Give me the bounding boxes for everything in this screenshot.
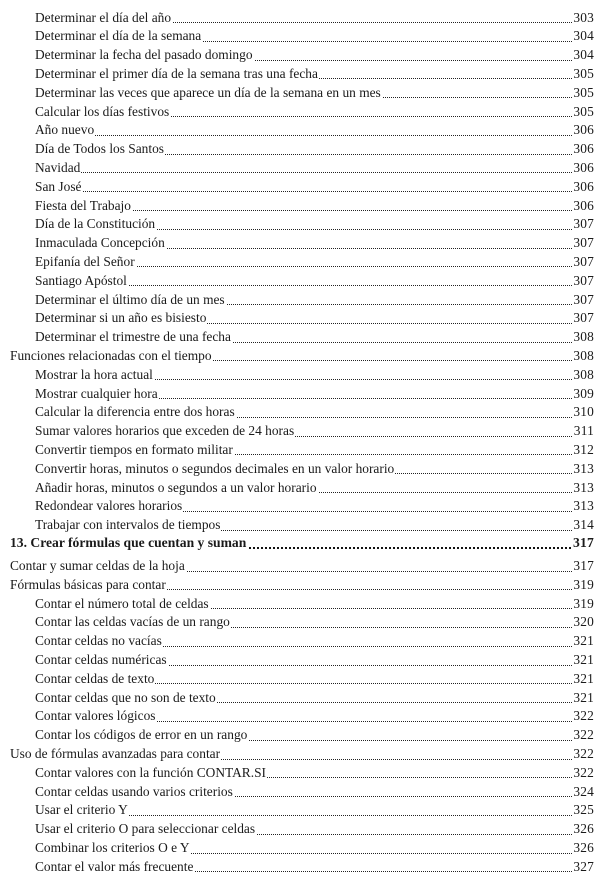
toc-subsection <box>0 385 600 404</box>
toc-page-number: 304 <box>572 27 594 46</box>
toc-subsection <box>0 403 600 422</box>
toc-page-number: 322 <box>572 726 594 745</box>
toc-entry-title: Santiago Apóstol <box>35 272 128 291</box>
toc-entry-title: Determinar las veces que aparece un día de la semana en un mes <box>35 84 382 103</box>
toc-entry-title: Determinar el primer día de la semana tras una fecha <box>35 65 319 84</box>
toc-page-number: 321 <box>572 689 594 708</box>
toc-entry-title: Contar celdas no vacías <box>35 632 163 651</box>
toc-entry-title: Contar celdas numéricas <box>35 651 168 670</box>
toc-entry-title: Convertir tiempos en formato militar <box>35 441 234 460</box>
toc-subsection <box>0 27 600 46</box>
toc-entry-title: Sumar valores horarios que exceden de 24 horas <box>35 422 295 441</box>
toc-entry-title: Determinar el día del año <box>35 9 172 28</box>
toc-entry-title: Contar celdas que no son de texto <box>35 689 217 708</box>
toc-page-number: 306 <box>572 197 594 216</box>
toc-page-number: 307 <box>572 253 594 272</box>
toc-subsection <box>0 707 600 726</box>
toc-page-number: 308 <box>572 347 594 366</box>
toc-subsection <box>0 291 600 310</box>
toc-subsection <box>0 178 600 197</box>
toc-subsection <box>0 479 600 498</box>
toc-page-number: 322 <box>572 707 594 726</box>
toc-page-number: 317 <box>572 557 594 576</box>
toc-entry-title: Contar valores lógicos <box>35 707 157 726</box>
toc-subsection <box>0 783 600 802</box>
toc-entry-title: Navidad <box>35 159 81 178</box>
toc-subsection <box>0 309 600 328</box>
toc-subsection <box>0 103 600 122</box>
toc-entry-title: Determinar el trimestre de una fecha <box>35 328 232 347</box>
toc-subsection <box>0 595 600 614</box>
toc-entry-title: Contar los códigos de error en un rango <box>35 726 248 745</box>
toc-section <box>0 576 600 595</box>
toc-chapter <box>0 534 600 553</box>
toc-subsection <box>0 820 600 839</box>
toc-page-number: 313 <box>572 497 594 516</box>
toc-entry-title: Añadir horas, minutos o segundos a un valor horario <box>35 479 318 498</box>
toc-entry-title: Contar celdas de texto <box>35 670 155 689</box>
toc-entry-title: Usar el criterio Y <box>35 801 129 820</box>
toc-page-number: 324 <box>572 783 594 802</box>
toc-subsection <box>0 460 600 479</box>
toc-subsection <box>0 670 600 689</box>
toc-page-number: 319 <box>572 595 594 614</box>
toc-subsection <box>0 253 600 272</box>
toc-page-number: 307 <box>572 309 594 328</box>
toc-section <box>0 557 600 576</box>
toc-subsection <box>0 689 600 708</box>
toc-subsection <box>0 726 600 745</box>
toc-page-number: 327 <box>572 858 594 876</box>
toc-page-number: 308 <box>572 366 594 385</box>
toc-subsection <box>0 651 600 670</box>
toc-entry-title: Día de la Constitución <box>35 215 156 234</box>
toc-subsection <box>0 121 600 140</box>
toc-page-number: 309 <box>572 385 594 404</box>
toc-entry-title: Epifanía del Señor <box>35 253 136 272</box>
toc-subsection <box>0 215 600 234</box>
toc-section <box>0 745 600 764</box>
toc-entry-title: Mostrar la hora actual <box>35 366 154 385</box>
toc-page-number: 313 <box>572 460 594 479</box>
toc-page-number: 304 <box>572 46 594 65</box>
toc-subsection <box>0 801 600 820</box>
toc-entry-title: Día de Todos los Santos <box>35 140 165 159</box>
toc-entry-title: Contar y sumar celdas de la hoja <box>10 557 186 576</box>
toc-entry-title: Calcular los días festivos <box>35 103 170 122</box>
toc-subsection <box>0 272 600 291</box>
toc-page-number: 312 <box>572 441 594 460</box>
toc-subsection <box>0 632 600 651</box>
toc-subsection <box>0 46 600 65</box>
toc-entry-title: Contar el valor más frecuente <box>35 858 194 876</box>
toc-entry-title: Determinar el día de la semana <box>35 27 202 46</box>
dot-leader <box>35 172 590 173</box>
toc-page-number: 310 <box>572 403 594 422</box>
toc-page-number: 326 <box>572 839 594 858</box>
toc-page-number: 321 <box>572 632 594 651</box>
toc-entry-title: Usar el criterio O para seleccionar celdas <box>35 820 256 839</box>
toc-subsection <box>0 234 600 253</box>
toc-entry-title: Funciones relacionadas con el tiempo <box>10 347 213 366</box>
toc-entry-title: 13. Crear fórmulas que cuentan y suman <box>10 534 247 553</box>
toc-entry-title: Mostrar cualquier hora <box>35 385 159 404</box>
toc-subsection <box>0 140 600 159</box>
toc-entry-title: Combinar los criterios O e Y <box>35 839 191 858</box>
toc-page-number: 307 <box>572 234 594 253</box>
toc-page-number: 321 <box>572 651 594 670</box>
toc-page-number: 305 <box>572 103 594 122</box>
toc-section <box>0 347 600 366</box>
toc-page-number: 325 <box>572 801 594 820</box>
toc-entry-title: San José <box>35 178 83 197</box>
toc-subsection <box>0 422 600 441</box>
toc-entry-title: Convertir horas, minutos o segundos decimales en un valor horario <box>35 460 395 479</box>
toc-page-number: 306 <box>572 178 594 197</box>
toc-subsection <box>0 441 600 460</box>
toc-entry-title: Redondear valores horarios <box>35 497 183 516</box>
toc-subsection <box>0 613 600 632</box>
toc-entry-title: Contar celdas usando varios criterios <box>35 783 234 802</box>
toc-page-number: 307 <box>572 272 594 291</box>
toc-page-number: 313 <box>572 479 594 498</box>
toc-page-number: 308 <box>572 328 594 347</box>
toc-page-number: 321 <box>572 670 594 689</box>
dot-leader <box>35 191 590 192</box>
toc-entry-title: Determinar el último día de un mes <box>35 291 226 310</box>
toc-page-number: 314 <box>572 516 594 535</box>
toc-page-number: 322 <box>572 764 594 783</box>
toc-page-number: 305 <box>572 65 594 84</box>
toc-entry-title: Calcular la diferencia entre dos horas <box>35 403 236 422</box>
toc-page-number: 307 <box>572 215 594 234</box>
toc-entry-title: Trabajar con intervalos de tiempos <box>35 516 221 535</box>
toc-subsection <box>0 764 600 783</box>
toc-page-number: 307 <box>572 291 594 310</box>
toc-page-number: 303 <box>572 9 594 28</box>
toc-subsection <box>0 84 600 103</box>
toc-page-number: 306 <box>572 121 594 140</box>
toc-entry-title: Año nuevo <box>35 121 95 140</box>
toc-page-number: 320 <box>572 613 594 632</box>
toc-entry-title: Contar valores con la función CONTAR.SI <box>35 764 267 783</box>
toc-entry-title: Fórmulas básicas para contar <box>10 576 167 595</box>
toc-subsection <box>0 328 600 347</box>
toc-subsection <box>0 159 600 178</box>
toc-entry-title: Inmaculada Concepción <box>35 234 166 253</box>
toc-subsection <box>0 858 600 876</box>
toc-entry-title: Determinar si un año es bisiesto <box>35 309 207 328</box>
toc-entry-title: Contar las celdas vacías de un rango <box>35 613 231 632</box>
toc-page-number: 317 <box>572 534 594 553</box>
toc-subsection <box>0 65 600 84</box>
toc-page-number: 322 <box>572 745 594 764</box>
toc-page-number: 319 <box>572 576 594 595</box>
toc-page-number: 306 <box>572 159 594 178</box>
toc-entry-title: Contar el número total de celdas <box>35 595 210 614</box>
toc-page-number: 326 <box>572 820 594 839</box>
toc-subsection <box>0 366 600 385</box>
toc-subsection <box>0 516 600 535</box>
toc-subsection <box>0 197 600 216</box>
toc-entry-title: Fiesta del Trabajo <box>35 197 132 216</box>
toc-subsection <box>0 9 600 28</box>
toc-entry-title: Uso de fórmulas avanzadas para contar <box>10 745 221 764</box>
toc-subsection <box>0 497 600 516</box>
toc-page-number: 311 <box>573 422 594 441</box>
toc-page-number: 305 <box>572 84 594 103</box>
toc-subsection <box>0 839 600 858</box>
toc-entry-title: Determinar la fecha del pasado domingo <box>35 46 254 65</box>
toc-page-number: 306 <box>572 140 594 159</box>
dot-leader <box>35 135 590 136</box>
